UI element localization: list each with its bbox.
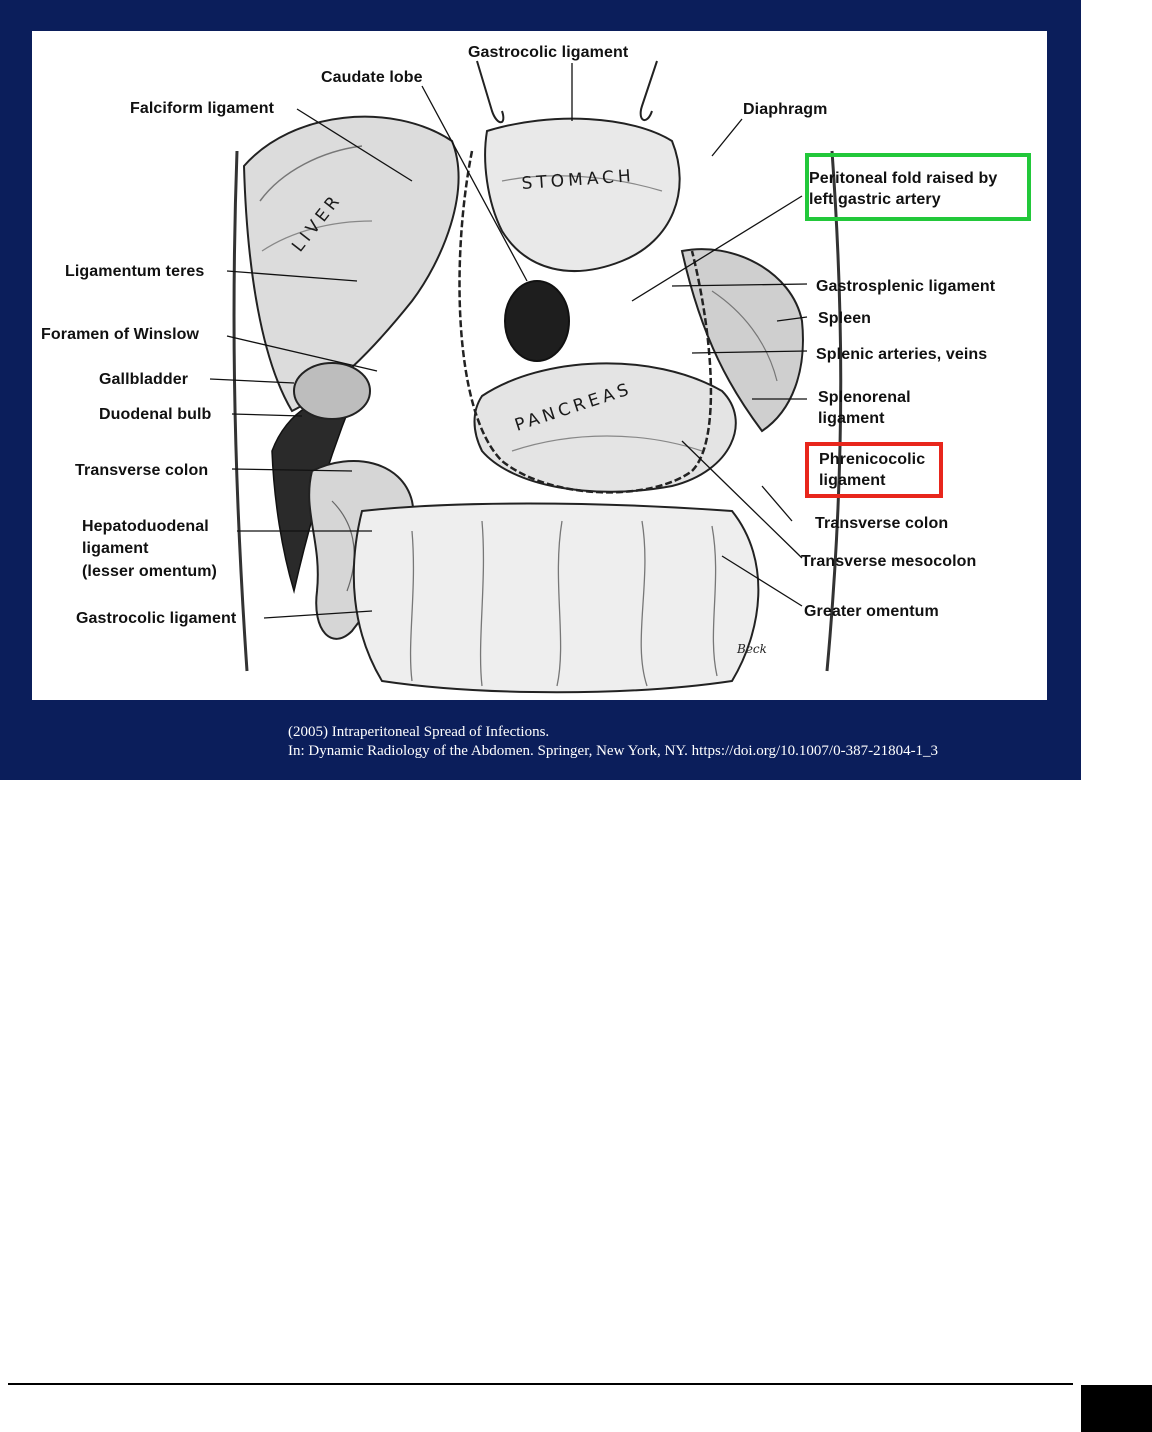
- highlight-box-red: [805, 442, 943, 498]
- liver-organ-label: LIVER: [288, 189, 347, 257]
- label-greater-omentum: Greater omentum: [804, 603, 939, 620]
- stomach-shape: [485, 119, 680, 271]
- citation: [288, 723, 938, 761]
- label-gastrocolic-ligament-bottom: Gastrocolic ligament: [76, 610, 237, 627]
- footer-rule: [8, 1383, 1073, 1385]
- label-peritoneal-fold-line2: left gastric artery: [809, 191, 941, 208]
- label-gastrosplenic-ligament: Gastrosplenic ligament: [816, 278, 996, 295]
- anatomy-figure-panel: [32, 31, 1047, 700]
- abdominal-wall-left: [234, 151, 247, 671]
- highlight-box-green: [805, 153, 1031, 221]
- label-duodenal-bulb: Duodenal bulb: [99, 406, 212, 423]
- retractor-hook-left: [477, 61, 503, 122]
- lesser-sac-opening: [505, 281, 569, 361]
- label-transverse-mesocolon: Transverse mesocolon: [801, 553, 977, 570]
- label-falciform-ligament: Falciform ligament: [130, 100, 275, 117]
- greater-omentum-shape: [354, 504, 759, 693]
- label-phrenicocolic-line1: Phrenicocolic: [819, 451, 926, 468]
- label-foramen-of-winslow: Foramen of Winslow: [41, 326, 200, 343]
- label-phrenicocolic-line2: ligament: [819, 472, 886, 489]
- label-spleen: Spleen: [818, 310, 872, 327]
- label-splenorenal-line1: Splenorenal: [818, 389, 911, 406]
- citation-line-1: (2005) Intraperitoneal Spread of Infections.: [288, 724, 550, 740]
- label-splenorenal-line2: ligament: [818, 410, 885, 427]
- pancreas-shape: [475, 363, 736, 491]
- label-ligamentum-teres: Ligamentum teres: [65, 263, 205, 280]
- label-transverse-colon-right: Transverse colon: [815, 515, 949, 532]
- label-hepatoduodenal-line3: (lesser omentum): [82, 563, 217, 580]
- anatomy-illustration: [32, 31, 1047, 700]
- label-hepatoduodenal-line1: Hepatoduodenal: [82, 518, 209, 535]
- gallbladder-shape: [294, 363, 370, 419]
- retractor-hook-right: [641, 61, 657, 120]
- stomach-organ-label: STOMACH: [520, 166, 636, 194]
- label-hepatoduodenal-line2: ligament: [82, 540, 149, 557]
- label-transverse-colon-left: Transverse colon: [75, 462, 209, 479]
- page-number-box: [1081, 1385, 1152, 1432]
- label-splenic-arteries-veins: Splenic arteries, veins: [816, 346, 988, 363]
- artist-signature: Beck: [737, 642, 767, 656]
- label-gastrocolic-ligament-top: Gastrocolic ligament: [468, 44, 629, 61]
- label-caudate-lobe: Caudate lobe: [321, 69, 423, 86]
- citation-line-2: In: Dynamic Radiology of the Abdomen. Springer, New York, NY. https://doi.org/10.1007/0-387-21804-1_3: [288, 743, 939, 759]
- label-diaphragm: Diaphragm: [743, 101, 828, 118]
- pancreas-organ-label: PANCREAS: [512, 378, 635, 436]
- label-gallbladder: Gallbladder: [99, 371, 189, 388]
- label-peritoneal-fold-line1: Peritoneal fold raised by: [809, 170, 998, 187]
